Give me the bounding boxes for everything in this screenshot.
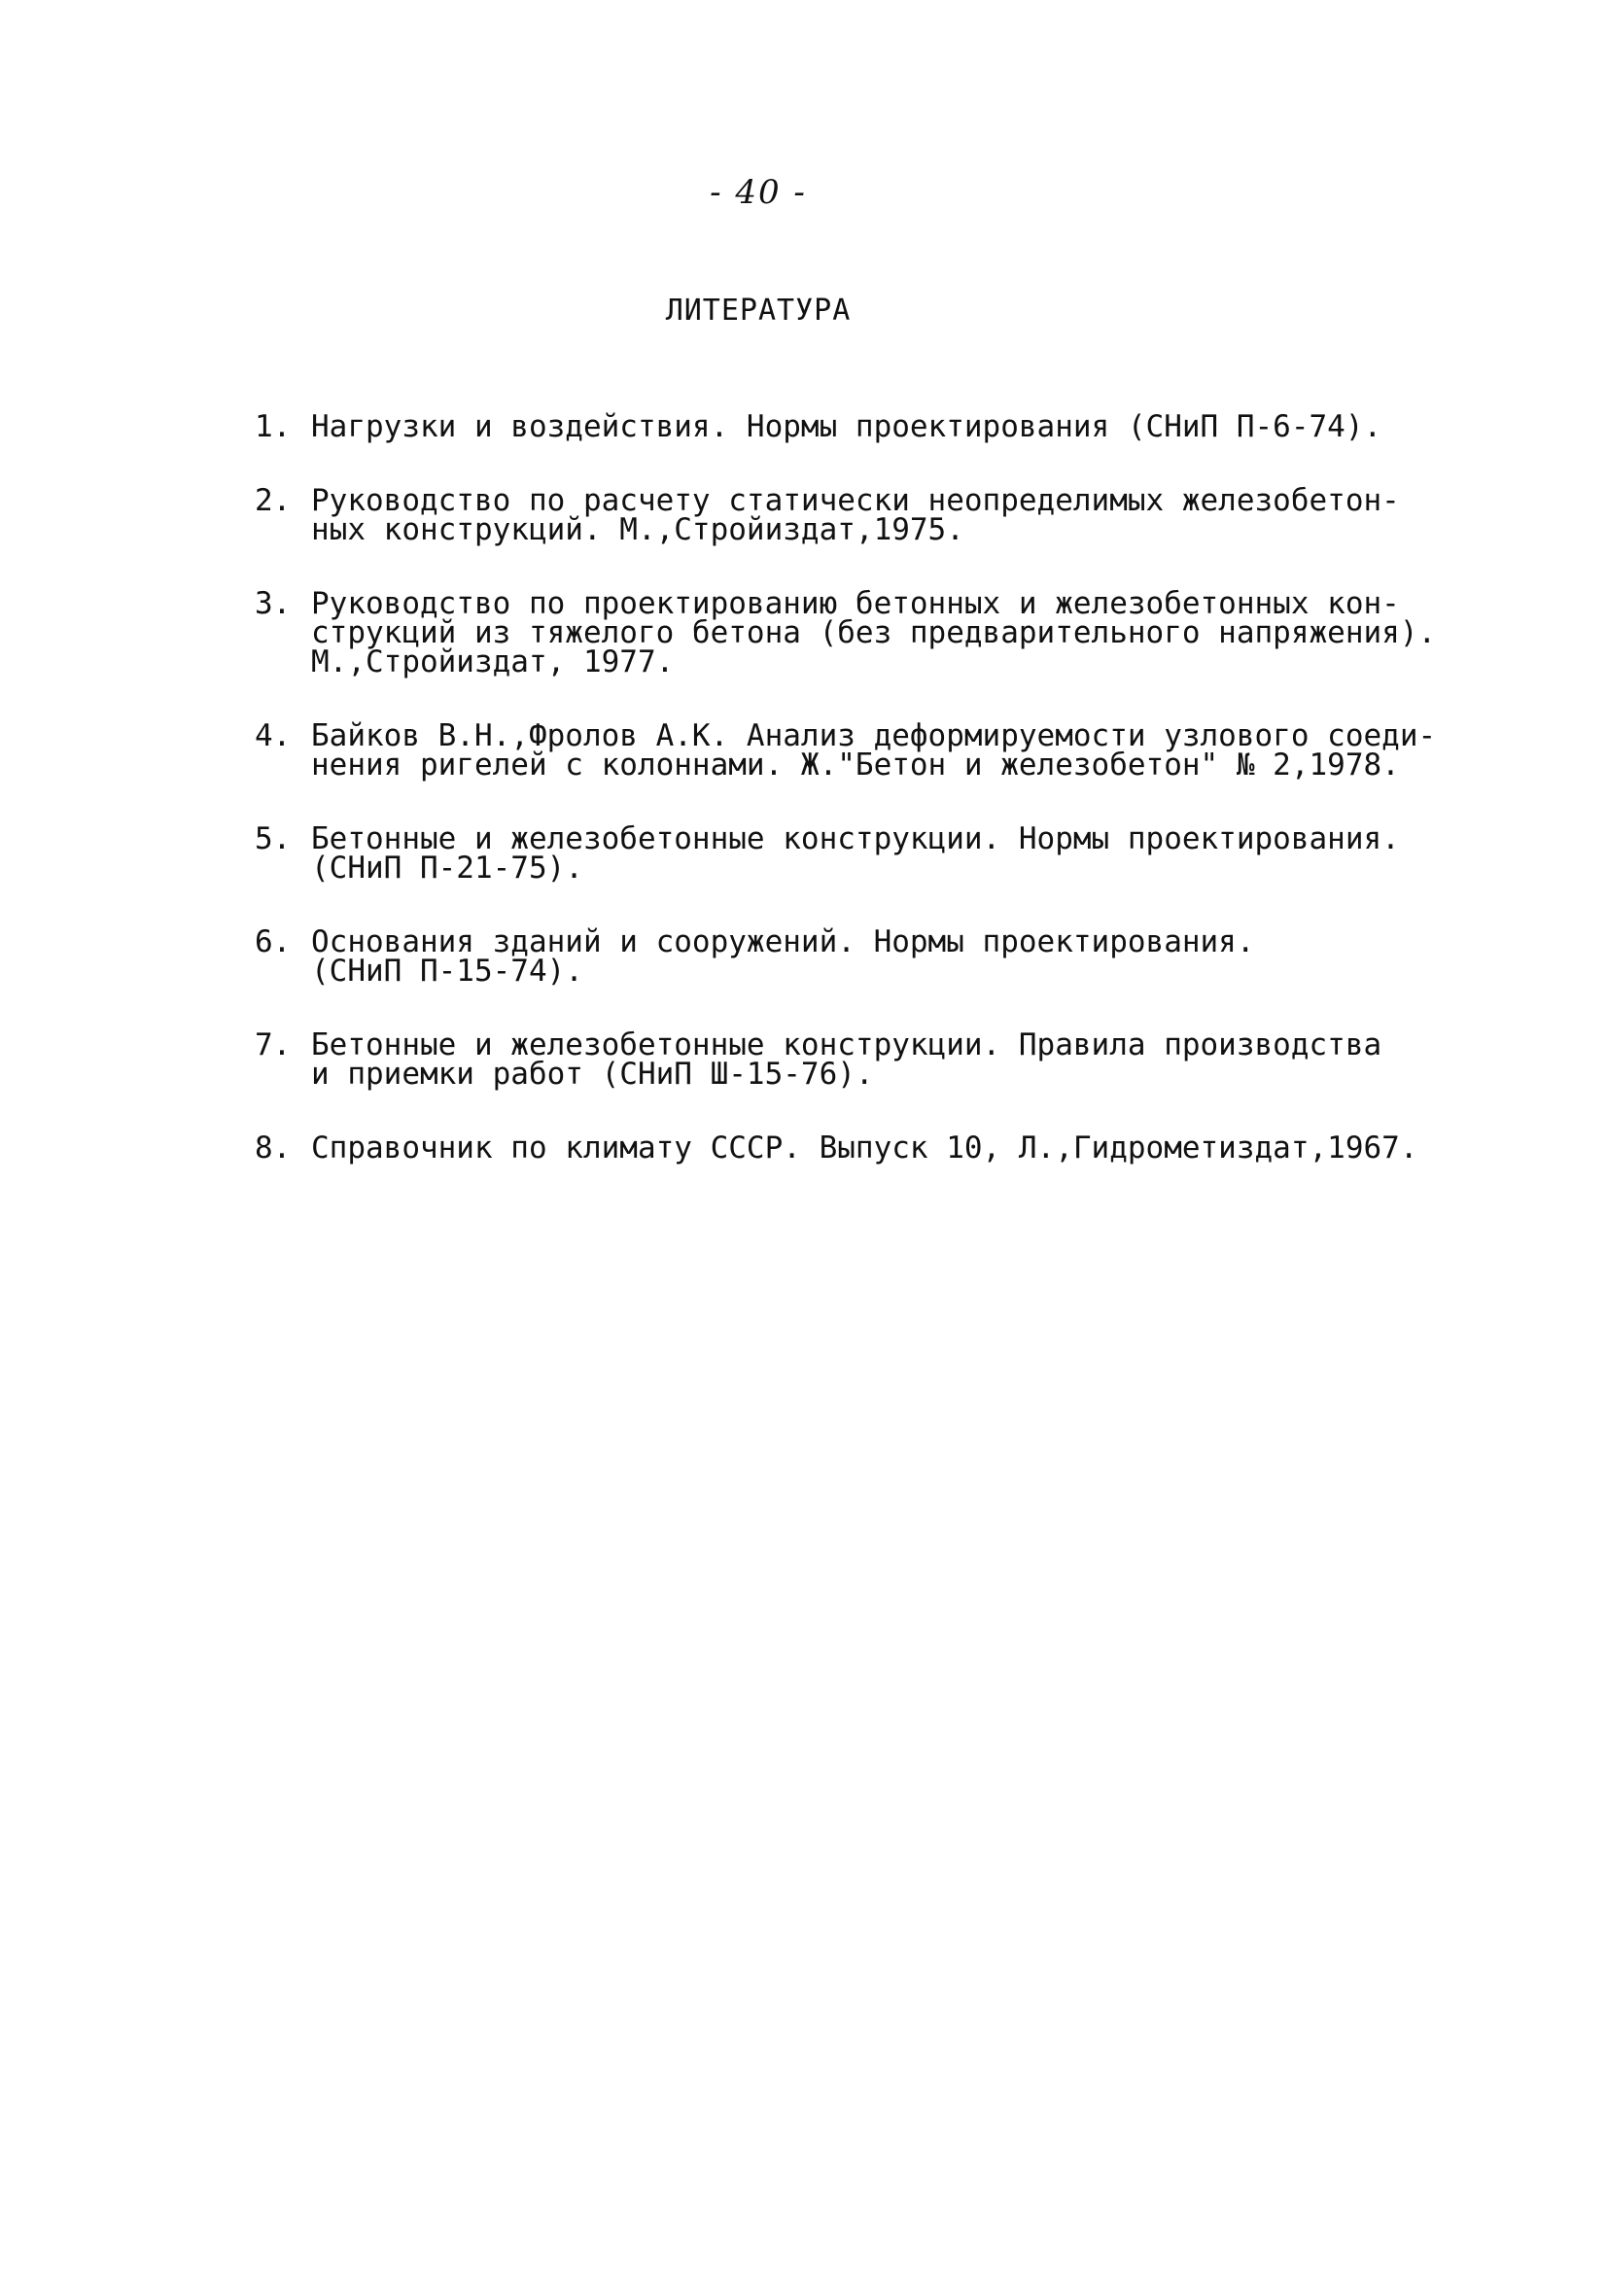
reference-line: нения ригелей с колоннами. Ж."Бетон и железобетон" № 2,1978. [311,748,1400,783]
reference-text [311,483,1460,547]
reference-number: 8. [255,1131,292,1165]
reference-text [311,1027,1460,1092]
reference-text [311,718,1460,783]
page-number: - 40 - [710,173,807,212]
reference-item [255,924,1460,989]
reference-item [255,409,1460,444]
reference-line: Бетонные и железобетонные конструкции. Нормы проектирования. [311,821,1400,856]
reference-number: 7. [255,1027,292,1062]
reference-line: Байков В.Н.,Фролов А.К. Анализ деформируемости узлового соеди- [311,718,1437,753]
reference-item [255,1027,1460,1092]
reference-line: и приемки работ (СНиП Ш-15-76). [311,1057,874,1092]
reference-text [311,821,1460,886]
reference-item [255,1133,1460,1163]
reference-line: М.,Стройиздат, 1977. [311,644,675,679]
reference-item [255,821,1460,886]
reference-list [255,409,1460,1207]
reference-number: 2. [255,483,292,518]
reference-line: (СНиП П-21-75). [311,851,583,886]
reference-item [255,718,1460,783]
reference-number: 1. [255,409,292,444]
reference-line: Нагрузки и воздействия. Нормы проектирования (СНиП П-6-74). [311,409,1382,444]
reference-line: Руководство по проектированию бетонных и железобетонных кон- [311,586,1400,621]
reference-text [311,924,1460,989]
reference-number: 4. [255,718,292,753]
reference-line: ных конструкций. М.,Стройиздат,1975. [311,512,964,547]
reference-item [255,586,1460,679]
reference-text [311,1133,1460,1163]
reference-number: 3. [255,586,292,621]
reference-line: Руководство по расчету статически неопределимых железобетон- [311,483,1400,518]
reference-item [255,483,1460,547]
reference-line: (СНиП П-15-74). [311,954,583,989]
reference-text [311,409,1460,444]
reference-text [311,586,1460,679]
reference-line: Бетонные и железобетонные конструкции. Правила производства [311,1027,1382,1062]
reference-number: 5. [255,821,292,856]
reference-line: Справочник по климату СССР. Выпуск 10, Л.,Гидрометиздат,1967. [311,1131,1418,1165]
page-title: ЛИТЕРАТУРА [665,294,852,328]
reference-line: Основания зданий и сооружений. Нормы проектирования. [311,924,1255,959]
reference-line: струкций из тяжелого бетона (без предварительного напряжения). [311,615,1437,650]
reference-number: 6. [255,924,292,959]
